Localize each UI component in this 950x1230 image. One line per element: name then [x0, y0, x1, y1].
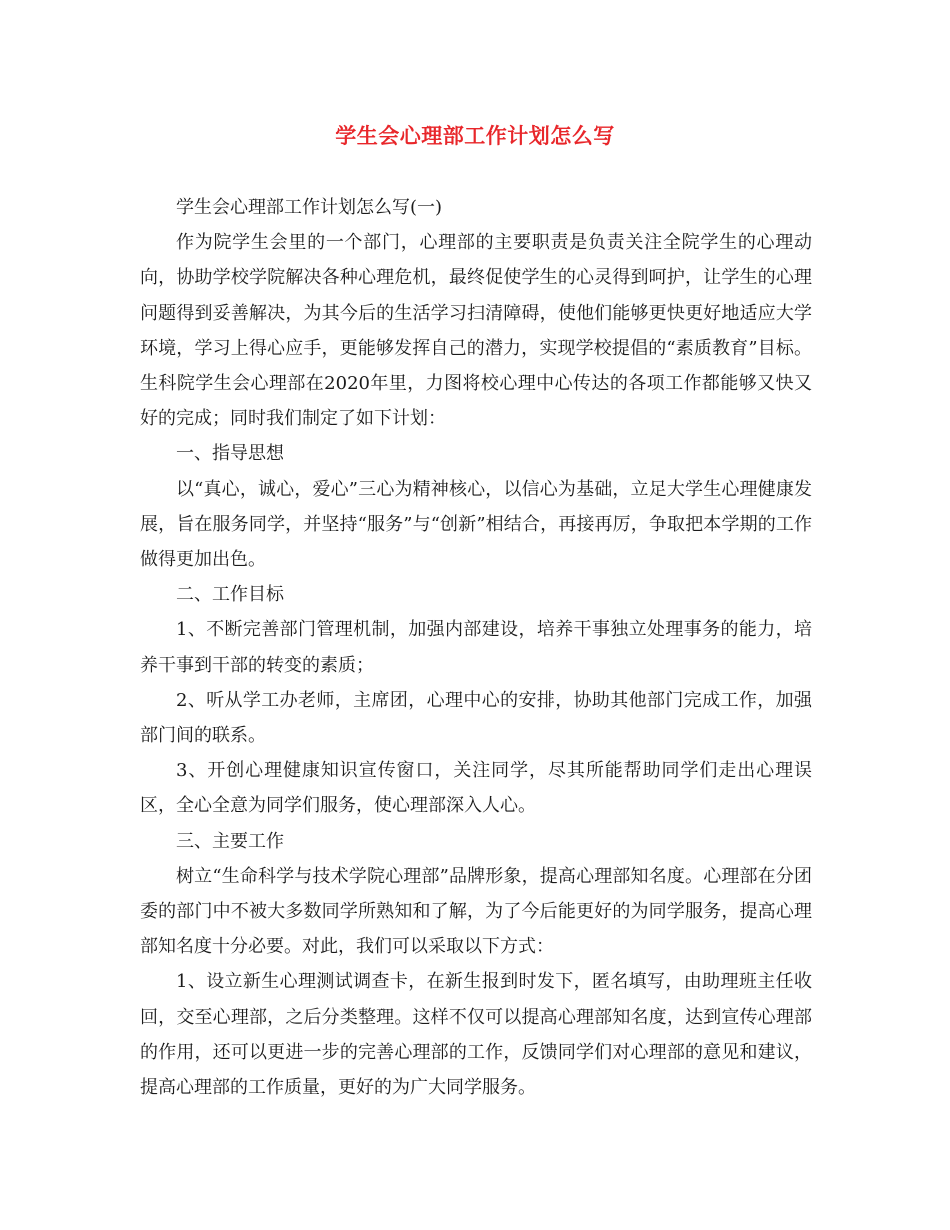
section-heading-work-goals: 二、工作目标: [176, 584, 284, 606]
section-heading-guiding-idea: 一、指导思想: [176, 443, 284, 465]
intro-paragraph: 作为院学生会里的一个部门，心理部的主要职责是负责关注全院学生的心理动向，协助学校学院解决各种心理危机，最终促使学生的心灵得到呵护，让学生的心理问题得到妥善解决，为其今后的生活学习扫清障碍，使他们能够更快更好地适应大学环境，学习上得心应手，更能够发挥自己的潜力，实现学校提倡的“素质教育”目标。生科院学生会心理部在2020年里，力图将校心理中心传达的各项工作都能够又快又好的完成；同时我们制定了如下计划：: [140, 232, 812, 430]
guiding-idea-paragraph: 以“真心，诚心，爱心”三心为精神核心，以信心为基础，立足大学生心理健康发展，旨在服务同学，并坚持“服务”与“创新”相结合，再接再厉，争取把本学期的工作做得更加出色。: [140, 478, 812, 571]
main-work-paragraph: 树立“生命科学与技术学院心理部”品牌形象，提高心理部知名度。心理部在分团委的部门中不被大多数同学所熟知和了解，为了今后能更好的为同学服务，提高心理部知名度十分必要。对此，我们可以采取以下方式：: [140, 865, 812, 958]
work-goal-item-1: 1、不断完善部门管理机制，加强内部建设，培养干事独立处理事务的能力，培养干事到干部的转变的素质；: [140, 619, 812, 676]
document-title: 学生会心理部工作计划怎么写: [335, 123, 615, 148]
work-goal-item-3: 3、开创心理健康知识宣传窗口，关注同学，尽其所能帮助同学们走出心理误区，全心全意为同学们服务，使心理部深入人心。: [140, 760, 812, 817]
document-body: [140, 190, 812, 1105]
subtitle-paragraph: 学生会心理部工作计划怎么写(一): [176, 197, 443, 218]
work-goal-item-2: 2、听从学工办老师，主席团，心理中心的安排，协助其他部门完成工作，加强部门间的联系。: [140, 689, 812, 747]
section-heading-main-work: 三、主要工作: [176, 830, 284, 852]
main-work-item-1: 1、设立新生心理测试调查卡，在新生报到时发下，匿名填写，由助理班主任收回，交至心理部，之后分类整理。这样不仅可以提高心理部知名度，达到宣传心理部的作用，还可以更进一步的完善心理部的工作，反馈同学们对心理部的意见和建议，提高心理部的工作质量，更好的为广大同学服务。: [140, 971, 812, 1099]
